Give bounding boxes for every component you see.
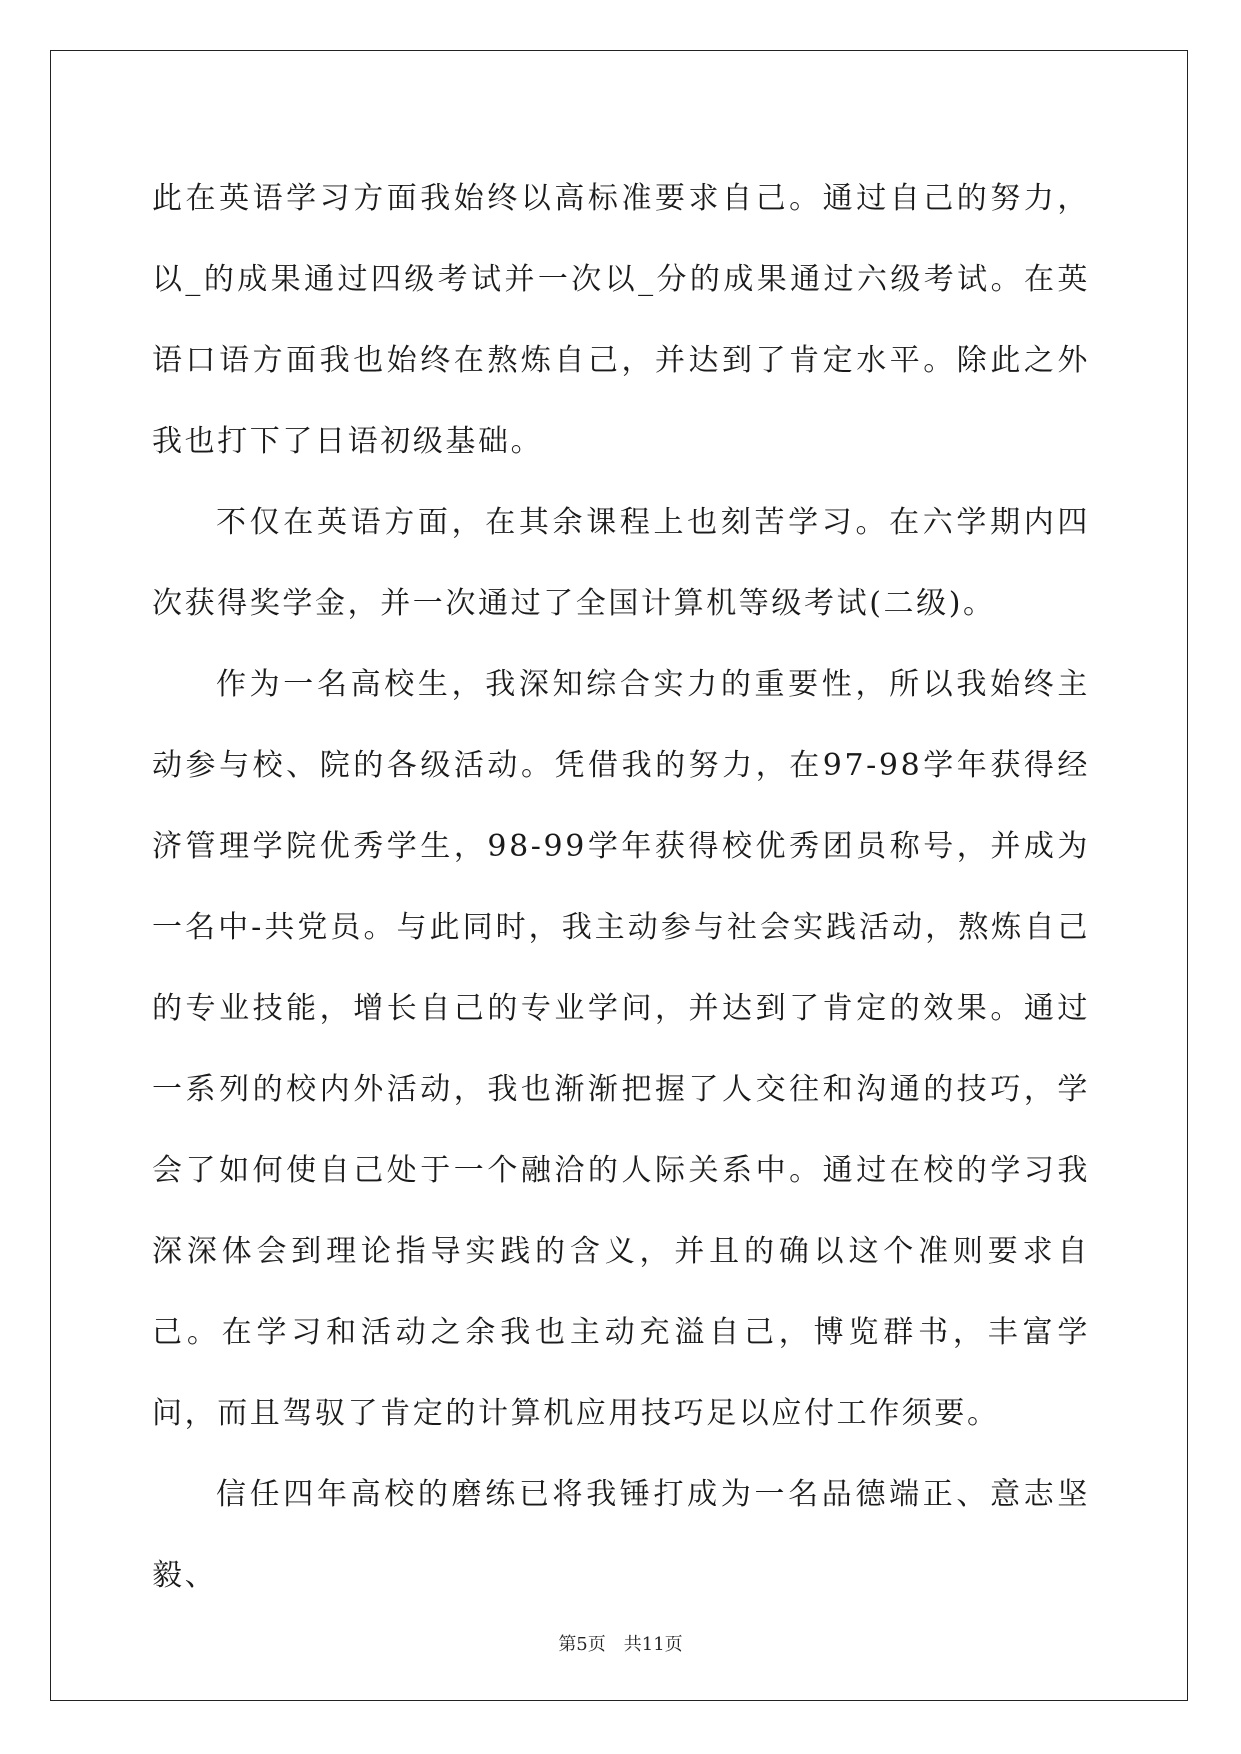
- paragraph-4: 信任四年高校的磨练已将我锤打成为一名品德端正、意志坚毅、: [152, 1477, 1090, 1593]
- paragraph-2: 不仅在英语方面，在其余课程上也刻苦学习。在六学期内四次获得奖学金，并一次通过了全国计算机等级考试(二级)。: [152, 505, 1090, 621]
- document-body: [152, 158, 1090, 1616]
- paragraph-1: 此在英语学习方面我始终以高标准要求自己。通过自己的努力，以_的成果通过四级考试并一次以_分的成果通过六级考试。在英语口语方面我也始终在熬炼自己，并达到了肯定水平。除此之外我也打下了日语初级基础。: [152, 181, 1090, 459]
- paragraph-3: 作为一名高校生，我深知综合实力的重要性，所以我始终主动参与校、院的各级活动。凭借我的努力，在97-98学年获得经济管理学院优秀学生，98-99学年获得校优秀团员称号，并成为一名中-共党员。与此同时，我主动参与社会实践活动，熬炼自己的专业技能，增长自己的专业学问，并达到了肯定的效果。通过一系列的校内外活动，我也渐渐把握了人交往和沟通的技巧，学会了如何使自己处于一个融洽的人际关系中。通过在校的学习我深深体会到理论指导实践的含义，并且的确以这个准则要求自己。在学习和活动之余我也主动充溢自己，博览群书，丰富学问，而且驾驭了肯定的计算机应用技巧足以应付工作须要。: [152, 667, 1090, 1431]
- page-footer: 第5页 共11页: [558, 1634, 683, 1655]
